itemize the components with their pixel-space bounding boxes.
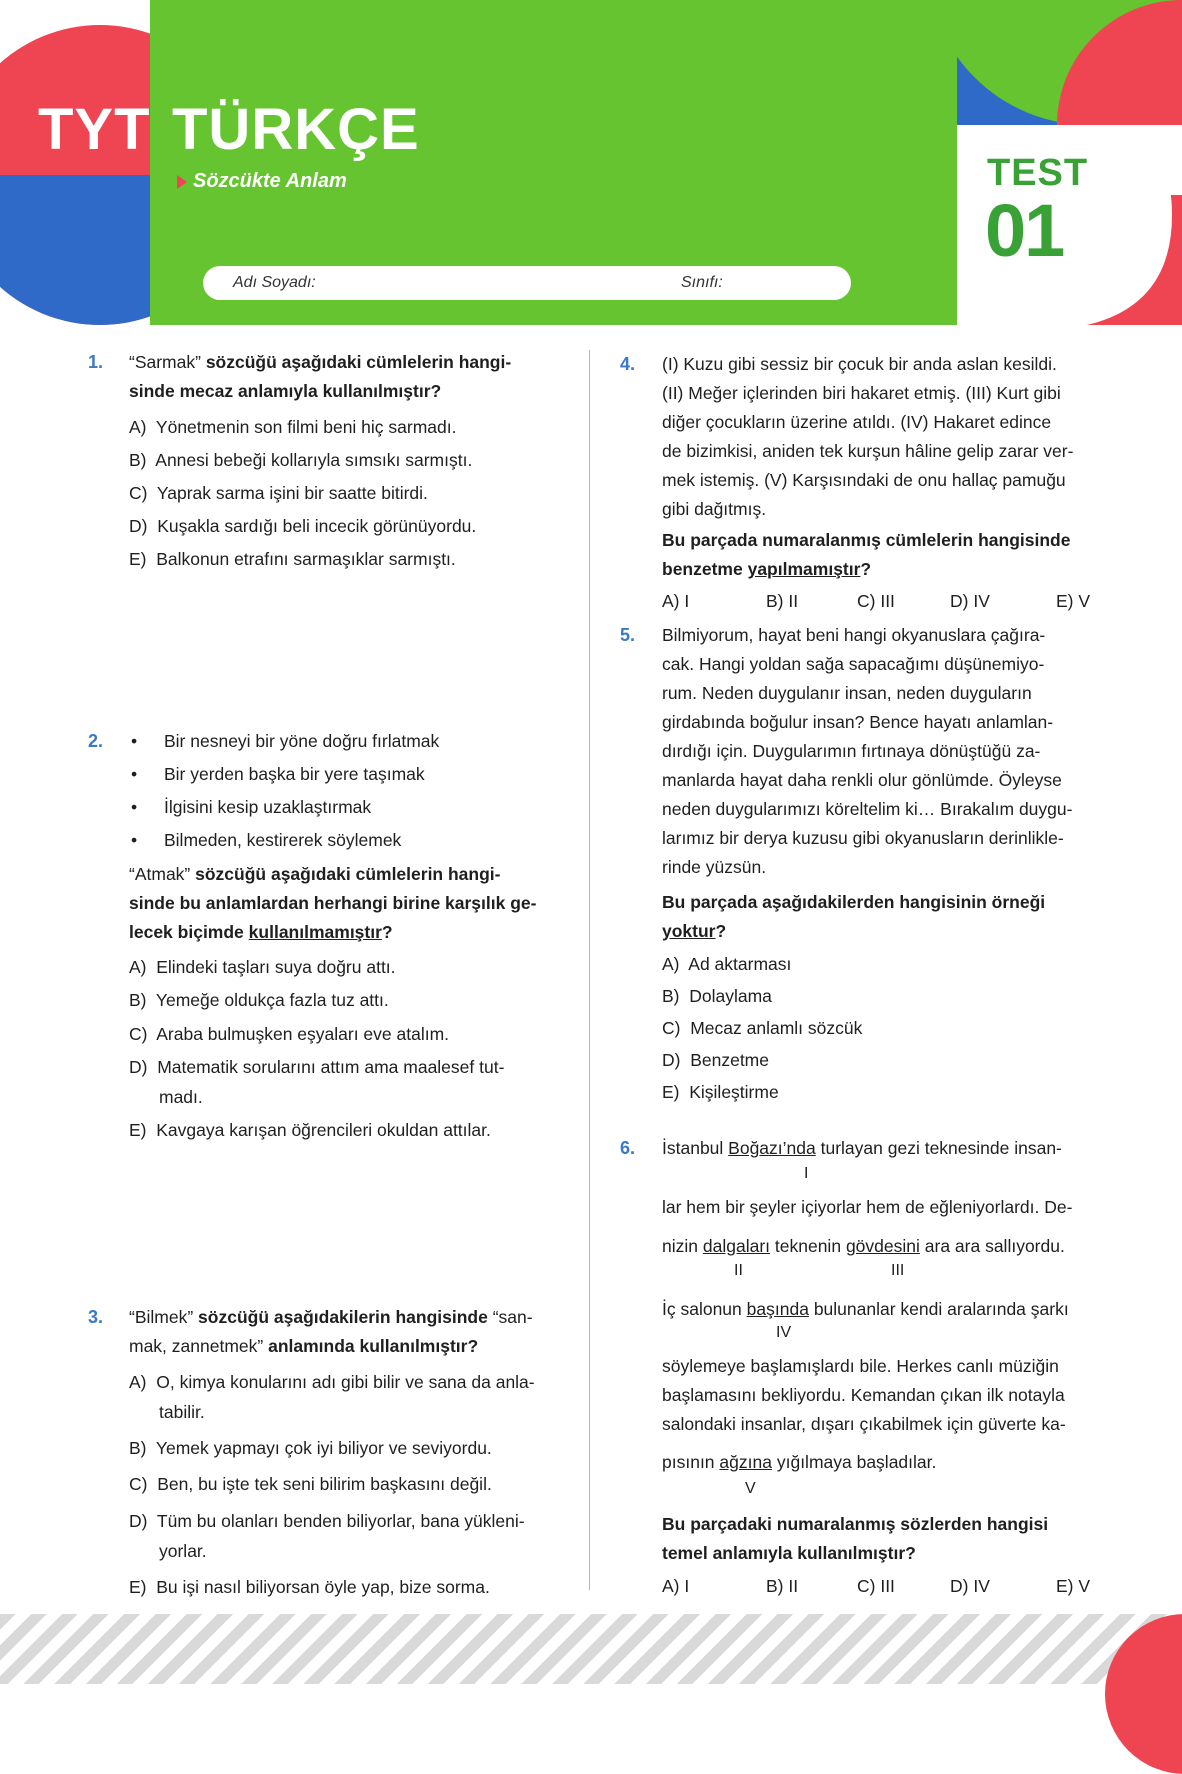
question-number: 6.: [620, 1138, 636, 1158]
answer-option[interactable]: E) V: [1056, 1576, 1091, 1596]
subject-title: TÜRKÇE: [172, 97, 420, 162]
answer-option[interactable]: E) Kişileştirme: [662, 1082, 779, 1102]
question-number: 2.: [88, 731, 104, 751]
blue-half-circle-decoration: [0, 175, 150, 325]
answer-option[interactable]: A) O, kimya konularını adı gibi bilir ve sana da anla-: [129, 1372, 535, 1392]
question-stem: “Atmak” sözcüğü aşağıdaki cümlelerin hangi- sinde bu anlamlardan herhangi birine karşılık ge- lecek biçimde kullanılmamıştır?: [129, 864, 537, 942]
answer-option[interactable]: B) Dolaylama: [662, 986, 772, 1006]
passage-line: lar hem bir şeyler içiyorlar hem de eğleniyorlardı. De-: [662, 1197, 1073, 1217]
question-number: 4.: [620, 354, 636, 374]
passage-line: başlamasını bekliyordu. Kemandan çıkan ilk notayla: [662, 1385, 1065, 1405]
answer-option[interactable]: D) Tüm bu olanları benden biliyorlar, bana yükleni-: [129, 1511, 525, 1531]
answer-option[interactable]: D) Kuşakla sardığı beli incecik görünüyordu.: [129, 516, 477, 536]
answer-option[interactable]: E) Bu işi nasıl biliyorsan öyle yap, bize sorma.: [129, 1577, 490, 1597]
student-info-bar[interactable]: [203, 266, 851, 300]
question-number: 3.: [88, 1307, 104, 1327]
answer-option[interactable]: E) V: [1056, 591, 1091, 611]
answer-option[interactable]: C) Mecaz anlamlı sözcük: [662, 1018, 863, 1038]
striped-footer: [0, 1614, 1182, 1684]
answer-option-continuation: tabilir.: [159, 1402, 205, 1422]
bullet-item: • İlgisini kesip uzaklaştırmak: [131, 797, 372, 817]
test-number: 01: [985, 189, 1064, 272]
passage-line: İstanbul Boğazı’nda turlayan gezi teknesinde insan-: [662, 1138, 1062, 1158]
answer-option[interactable]: E) Balkonun etrafını sarmaşıklar sarmıştı.: [129, 549, 456, 569]
answer-option-continuation: madı.: [159, 1087, 203, 1107]
answer-option[interactable]: B) II: [766, 1576, 799, 1596]
answer-option[interactable]: B) Yemek yapmayı çok iyi biliyor ve seviyordu.: [129, 1438, 492, 1458]
question-stem: Bu parçada numaralanmış cümlelerin hangisinde benzetme yapılmamıştır?: [662, 530, 1071, 579]
name-field-label: Adı Soyadı:: [233, 274, 316, 291]
answer-option[interactable]: A) I: [662, 1576, 690, 1596]
answer-option-continuation: yorlar.: [159, 1541, 207, 1561]
question-stem: Bu parçada aşağıdakilerden hangisinin örneği yoktur?: [662, 892, 1046, 941]
question-number: 5.: [620, 625, 636, 645]
column-divider: [589, 350, 590, 1590]
question-stem: “Sarmak” sözcüğü aşağıdaki cümlelerin hangi- sinde mecaz anlamıyla kullanılmıştır?: [129, 352, 512, 401]
arrow-icon: [177, 175, 187, 189]
answer-option[interactable]: B) Annesi bebeği kollarıyla sımsıkı sarmıştı.: [129, 450, 473, 470]
answer-option[interactable]: C) Araba bulmuşken eşyaları eve atalım.: [129, 1024, 450, 1044]
answer-option[interactable]: D) IV: [950, 591, 990, 611]
test-number-panel: [957, 0, 1182, 325]
test-label: TEST: [987, 152, 1089, 194]
answer-option[interactable]: C) Ben, bu işte tek seni bilirim başkasını değil.: [129, 1474, 492, 1494]
roman-marker: V: [745, 1480, 756, 1497]
answer-option[interactable]: B) II: [766, 591, 799, 611]
answer-option[interactable]: A) I: [662, 591, 690, 611]
topic-label: Sözcükte Anlam: [177, 170, 347, 193]
passage-line: salondaki insanlar, dışarı çıkabilmek için güverte ka-: [662, 1414, 1066, 1434]
roman-marker: I: [804, 1165, 809, 1182]
passage-line: İç salonun başında bulunanlar kendi aralarında şarkı: [662, 1299, 1069, 1319]
bullet-item: • Bilmeden, kestirerek söylemek: [131, 830, 402, 850]
class-field-label: Sınıfı:: [681, 274, 723, 291]
answer-option[interactable]: D) IV: [950, 1576, 990, 1596]
answer-option[interactable]: B) Yemeğe oldukça fazla tuz attı.: [129, 990, 389, 1010]
red-quarter-decoration: [1057, 0, 1182, 125]
page-header: [0, 0, 1182, 325]
passage-line: nizin dalgaları teknenin gövdesini ara ara sallıyordu.: [662, 1236, 1065, 1256]
brand-label: TYT: [38, 97, 151, 162]
passage: Bilmiyorum, hayat beni hangi okyanuslara çağıra- cak. Hangi yoldan sağa sapacağımı düşünemiyo- rum. Neden duygulanır insan, neden duyguların girdabında boğulur insan? Bence hayatı anlamlan- dırdığı için. Duygularımın fırtınaya dönüştüğü za- manlarda hayat daha renkli olur gönlümde. Öyleyse neden duygularımızı köreltelim ki… Bırakalım duygu- larımız bir derya kuzusu gibi okyanusların derinlikle- rinde yüzsün.: [662, 625, 1073, 877]
answer-option[interactable]: C) III: [857, 591, 895, 611]
question-stem: Bu parçadaki numaralanmış sözlerden hangisi temel anlamıyla kullanılmıştır?: [662, 1514, 1049, 1563]
roman-marker: III: [891, 1262, 905, 1279]
question-number: 1.: [88, 352, 104, 372]
answer-option[interactable]: D) Benzetme: [662, 1050, 769, 1070]
passage-line: pısının ağzına yığılmaya başladılar.: [662, 1452, 937, 1472]
answer-option[interactable]: C) Yaprak sarma işini bir saatte bitirdi.: [129, 483, 428, 503]
answer-option[interactable]: E) Kavgaya karışan öğrencileri okuldan attılar.: [129, 1120, 491, 1140]
answer-option[interactable]: A) Yönetmenin son filmi beni hiç sarmadı.: [129, 417, 457, 437]
passage-line: söylemeye başlamışlardı bile. Herkes canlı müziğin: [662, 1356, 1059, 1376]
answer-option[interactable]: C) III: [857, 1576, 895, 1596]
answer-option[interactable]: D) Matematik sorularını attım ama maalesef tut-: [129, 1057, 505, 1077]
bullet-item: • Bir yerden başka bir yere taşımak: [131, 764, 425, 784]
answer-option[interactable]: A) Elindeki taşları suya doğru attı.: [129, 957, 396, 977]
question-stem: “Bilmek” sözcüğü aşağıdakilerin hangisinde “san- mak, zannetmek” anlamında kullanılmıştır?: [129, 1307, 533, 1356]
roman-marker: IV: [776, 1324, 792, 1341]
passage: (I) Kuzu gibi sessiz bir çocuk bir anda aslan kesildi. (II) Meğer içlerinden biri hakaret etmiş. (III) Kurt gibi diğer çocukların üzerine atıldı. (IV) Hakaret edince de bizimkisi, aniden tek kurşun hâline gelip zarar ver- mek istemiş. (V) Karşısındaki de onu hallaç pamuğu gibi dağıtmış.: [662, 354, 1074, 519]
roman-marker: II: [734, 1262, 743, 1279]
bullet-item: • Bir nesneyi bir yöne doğru fırlatmak: [131, 731, 440, 751]
answer-option[interactable]: A) Ad aktarması: [662, 954, 792, 974]
